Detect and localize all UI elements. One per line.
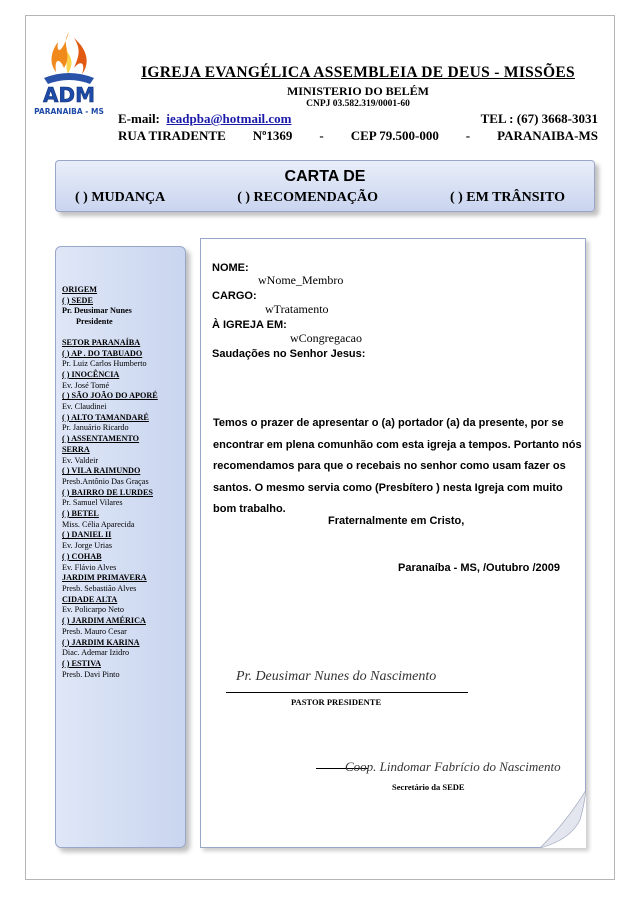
sidebar-heading[interactable]: ( ) COHAB <box>62 551 102 561</box>
sidebar-heading[interactable]: ( ) DANIEL II <box>62 530 112 540</box>
address-line <box>118 128 598 144</box>
cargo-label: CARGO: <box>212 290 257 302</box>
logo-subtext: PARANAIBA - MS <box>34 107 104 116</box>
letter-body-text: Temos o prazer de apresentar o (a) portador (a) da presente, por se encontrar em plena comunhão com esta igreja a tempos. Portanto nós recomendamos para que o recebais no senhor como usam fazer os santos. O mesmo servia como (Presbítero ) nesta Igreja com muito bom trabalho. <box>213 417 582 515</box>
closing: Fraternalmente em Cristo, <box>328 515 465 527</box>
address-number: Nº1369 <box>252 128 293 143</box>
sidebar-leader: Ev. Claudinei <box>62 402 107 412</box>
sidebar-heading: SERRA <box>62 444 90 454</box>
place-date: Paranaíba - MS, /Outubro /2009 <box>398 562 560 574</box>
cnpj: CNPJ 03.582.319/0001-60 <box>306 99 410 109</box>
sidebar-leader-role: Presidente <box>76 317 113 327</box>
signature-line-pastor <box>226 692 468 693</box>
page-curl <box>540 790 586 848</box>
sidebar-leader: Pr. Luiz Carlos Humberto <box>62 359 147 369</box>
email-line <box>118 111 292 127</box>
igreja-label: À IGREJA EM: <box>212 319 287 331</box>
sidebar-heading[interactable]: ( ) BAIRRO DE LURDES <box>62 487 153 497</box>
igreja-field[interactable]: wCongregacao <box>290 331 362 345</box>
sidebar-leader: Ev. Valdeir <box>62 455 99 465</box>
sidebar-leader: Ev. Policarpo Neto <box>62 605 124 615</box>
adm-logo <box>30 28 108 120</box>
sidebar-heading[interactable]: ( ) JARDIM KARINA <box>62 637 140 647</box>
option-mudanca[interactable]: ( ) MUDANÇA <box>75 190 166 205</box>
sidebar-heading: SETOR PARANAÍBA <box>62 337 141 347</box>
sidebar-leader: Miss. Célia Aparecida <box>62 519 135 529</box>
pastor-title: PASTOR PRESIDENTE <box>291 697 382 707</box>
sidebar-leader: Pr. Samuel Vilares <box>62 498 123 508</box>
sidebar-leader: Presb. Mauro Cesar <box>62 626 127 636</box>
secretary-title: Secretário da SEDE <box>392 782 465 792</box>
greeting: Saudações no Senhor Jesus: <box>212 348 366 360</box>
sidebar-heading[interactable]: ( ) INOCÊNCIA <box>62 369 120 379</box>
sidebar-leader: Ev. Jorge Urias <box>62 541 113 551</box>
email-label: E-mail: <box>118 111 160 126</box>
option-em-transito[interactable]: ( ) EM TRÂNSITO <box>449 190 565 205</box>
sidebar-leader: Pr. Deusimar Nunes <box>62 306 132 316</box>
sidebar-heading[interactable]: ( ) JARDIM AMÉRICA <box>62 616 146 626</box>
cargo-field[interactable]: wTratamento <box>265 302 329 316</box>
signature-secretary: Coop. Lindomar Fabrício do Nascimento <box>345 759 561 774</box>
sidebar-heading[interactable]: ( ) ALTO TAMANDARÉ <box>62 412 149 422</box>
sidebar-heading[interactable]: ( ) SEDE <box>62 295 93 305</box>
logo-text: ADM <box>43 83 95 107</box>
ministry-name: MINISTERIO DO BELÉM <box>286 84 430 98</box>
address-cep: CEP 79.500-000 <box>350 128 439 143</box>
congregations-sidebar <box>55 246 186 848</box>
sidebar-heading: ORIGEM <box>62 285 98 294</box>
sidebar-leader: Presb. Davi Pinto <box>62 669 120 679</box>
sidebar-heading[interactable]: ( ) ASSENTAMENTO <box>62 434 140 444</box>
address-city: PARANAIBA-MS <box>497 128 598 143</box>
sidebar-heading[interactable]: ( ) ESTIVA <box>62 658 101 668</box>
sidebar-heading[interactable]: ( ) AP . DO TABUADO <box>62 348 143 358</box>
sidebar-leader: Ev. Flávio Alves <box>62 562 117 572</box>
sidebar-heading[interactable]: ( ) VILA RAIMUNDO <box>62 466 141 476</box>
sidebar-heading: CIDADE ALTA <box>62 594 118 604</box>
signature-pastor: Pr. Deusimar Nunes do Nascimento <box>236 669 437 684</box>
church-title: IGREJA EVANGÉLICA ASSEMBLEIA DE DEUS - MISSÕES <box>141 64 575 81</box>
address-separator: - <box>319 128 324 143</box>
address-separator: - <box>465 128 471 143</box>
sidebar-heading[interactable]: ( ) SÃO JOÃO DO APORÉ <box>62 391 158 401</box>
banner-title: CARTA DE <box>284 168 366 185</box>
telephone: TEL : (67) 3668-3031 <box>480 111 598 126</box>
email-link[interactable]: ieadpba@hotmail.com <box>166 111 292 126</box>
sidebar-heading: JARDIM PRIMAVERA <box>62 573 147 583</box>
sidebar-leader: Presb.Antônio Das Graças <box>62 476 149 486</box>
nome-field[interactable]: wNome_Membro <box>258 273 344 287</box>
sidebar-leader: Presb. Sebastião Alves <box>62 583 137 593</box>
sidebar-gap <box>62 328 185 338</box>
sidebar-leader: Diac. Ademar Izidro <box>62 648 130 658</box>
sidebar-leader: Pr. Januário Ricardo <box>62 423 129 433</box>
sidebar-leader: Ev. José Tomé <box>62 380 110 390</box>
address-street: RUA TIRADENTE <box>118 128 226 143</box>
letter-type-options <box>75 190 565 206</box>
nome-label: NOME: <box>212 262 249 274</box>
option-recomendacao[interactable]: ( ) RECOMENDAÇÃO <box>237 190 378 205</box>
sidebar-heading[interactable]: ( ) BETEL <box>62 509 99 519</box>
